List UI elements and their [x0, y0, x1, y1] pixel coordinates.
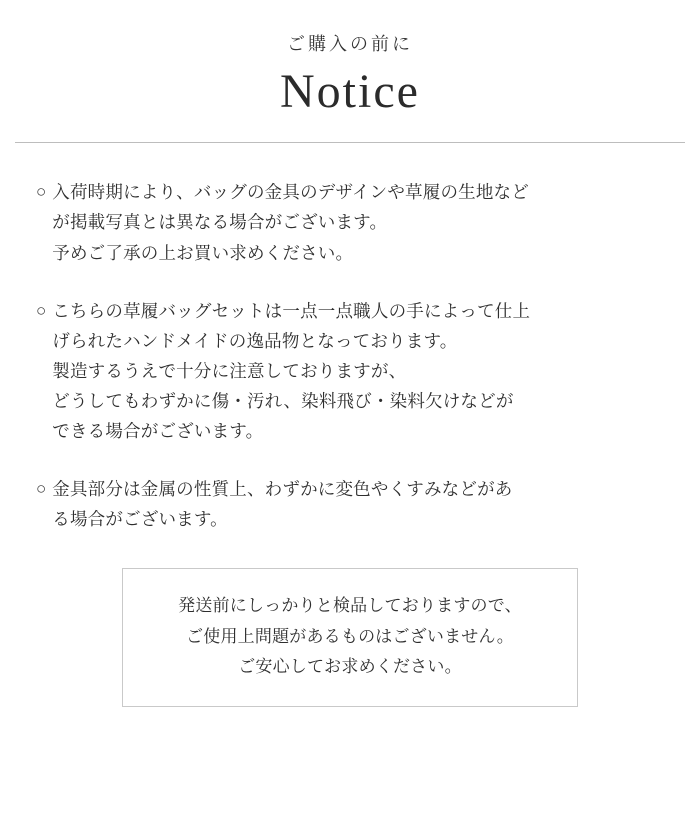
list-item — [36, 474, 664, 534]
list-item-text — [52, 474, 664, 534]
page-subtitle: ご購入の前に — [287, 34, 413, 54]
text-line: げられたハンドメイドの逸品物となっております。 — [52, 330, 458, 351]
list-item — [36, 177, 664, 267]
page-header — [0, 0, 700, 120]
notice-list — [0, 143, 700, 707]
list-item-text — [52, 177, 664, 267]
list-item — [36, 296, 664, 446]
text-line: できる場合がございます。 — [52, 421, 264, 442]
notice-box — [122, 568, 578, 707]
bullet-circle-icon: ○ — [36, 479, 47, 499]
text-line: る場合がございます。 — [52, 509, 228, 530]
text-line: が掲載写真とは異なる場合がございます。 — [52, 212, 388, 233]
notice-box-line: ご安心してお求めください。 — [238, 656, 462, 676]
text-line: 入荷時期により、バッグの金具のデザインや草履の生地など — [52, 182, 529, 203]
text-line: どうしてもわずかに傷・汚れ、染料飛び・染料欠けなどが — [52, 390, 514, 411]
list-item-text — [52, 296, 664, 446]
bullet-circle-icon: ○ — [36, 300, 47, 320]
text-line: 製造するうえで十分に注意しておりますが、 — [52, 360, 407, 381]
notice-box-wrapper — [36, 568, 664, 707]
notice-box-line: 発送前にしっかりと検品しておりますので、 — [178, 596, 522, 616]
text-line: 金具部分は金属の性質上、わずかに変色やくすみなどがあ — [52, 479, 513, 500]
text-line: 予めご了承の上お買い求めください。 — [52, 242, 354, 263]
bullet-circle-icon: ○ — [36, 182, 47, 202]
page-title: Notice — [280, 64, 420, 118]
text-line: こちらの草履バッグセットは一点一点職人の手によって仕上 — [52, 300, 531, 321]
notice-box-line: ご使用上問題があるものはございません。 — [186, 626, 514, 646]
